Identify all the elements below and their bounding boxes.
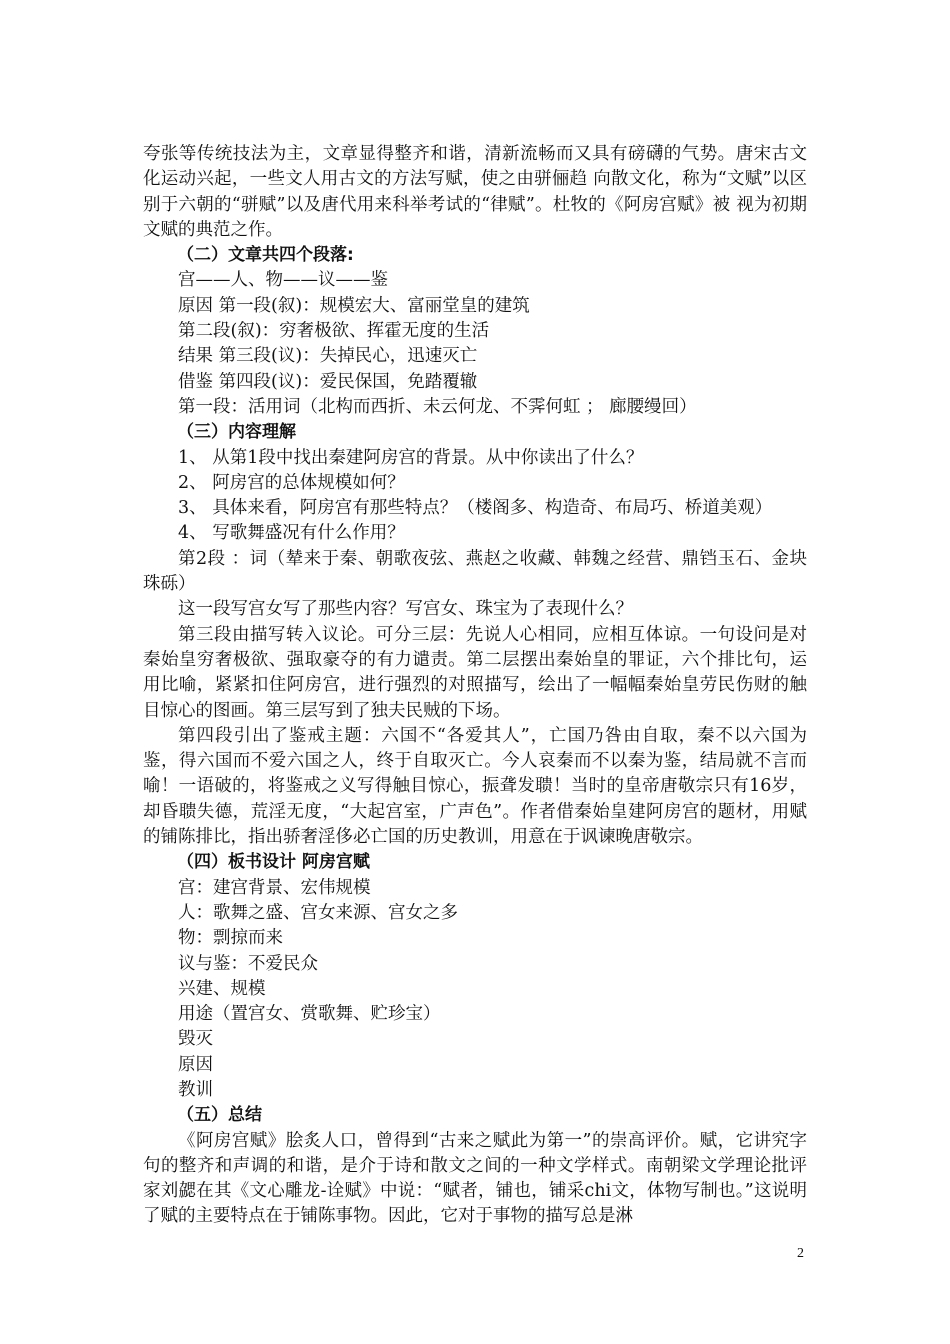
board-line: 用途（置宫女、赏歌舞、贮珍宝）: [178, 1004, 441, 1025]
board-line: 毁灭: [178, 1029, 213, 1050]
structure-line: 原因 第一段(叙)：规模宏大、富丽堂皇的建筑: [178, 295, 530, 316]
board-line: 原因: [178, 1054, 213, 1075]
section-3-heading: （三）内容理解: [177, 422, 296, 443]
page-number: 2: [797, 1246, 804, 1261]
structure-line: 第一段：活用词（北构而西折、未云何龙、不霁何虹 ； 廊腰缦回）: [178, 396, 697, 417]
summary-paragraph: 《阿房宫赋》脍炙人口，曾得到“古来之赋此为第一”的崇高评价。赋，它讲究字句的整齐和声调的和谐，是介于诗和散文之间的一种文学样式。南朝梁文学理论批评家刘勰在其《文心雕龙-诠赋》中说：“赋者，铺也，铺采chi文，体物写制也。”这说明了赋的主要特点在于铺陈事物。因此，它对于事物的描写总是淋: [143, 1130, 807, 1227]
section-5-heading: （五）总结: [177, 1105, 262, 1126]
paragraph-2-vocab: 第2段 ：词（辇来于秦、朝歌夜弦、燕赵之收藏、韩魏之经营、鼎铛玉石、金块珠砾）: [143, 548, 807, 595]
board-line: 人：歌舞之盛、宫女来源、宫女之多: [178, 902, 458, 923]
question-item: 3、 具体来看，阿房宫有那些特点？（楼阁多、构造奇、布局巧、桥道美观）: [178, 498, 773, 519]
board-line: 宫：建宫背景、宏伟规模: [178, 877, 371, 898]
question-item: 1、 从第1段中找出秦建阿房宫的背景。从中你读出了什么？: [178, 447, 644, 468]
page-content: [143, 142, 807, 1230]
structure-line: 宫——人、物——议——鉴: [178, 270, 388, 291]
paragraph-2-question: 这一段写宫女写了那些内容？写宫女、珠宝为了表现什么？: [178, 599, 633, 620]
board-line: 物：剽掠而来: [178, 928, 283, 949]
question-item: 2、 阿房宫的总体规模如何？: [178, 472, 405, 493]
section-4-heading: （四）板书设计 阿房宫赋: [177, 852, 370, 873]
structure-line: 第二段(叙)：穷奢极欲、挥霍无度的生活: [178, 321, 490, 342]
intro-paragraph: 夸张等传统技法为主，文章显得整齐和谐，清新流畅而又具有磅礴的气势。唐宋古文化运动兴起，一些文人用古文的方法写赋，使之由骈俪趋 向散文化，称为“文赋”以区别于六朝的“骈赋”以及唐代用来科举考试的“律赋”。杜牧的《阿房宫赋》被 视为初期文赋的典范之作。: [143, 144, 807, 240]
board-line: 议与鉴：不爱民众: [178, 953, 318, 974]
section-2-heading: （二）文章共四个段落:: [177, 245, 354, 266]
paragraph-3-analysis: 第三段由描写转入议论。可分三层：先说人心相同，应相互体谅。一句设问是对秦始皇穷奢极欲、强取豪夺的有力谴责。第二层摆出秦始皇的罪证，六个排比句，运用比喻，紧紧扣住阿房宫，进行强烈的对照描写，绘出了一幅幅秦始皇劳民伤财的触目惊心的图画。第三层写到了独夫民贼的下场。: [143, 624, 807, 721]
structure-line: 借鉴 第四段(议)：爱民保国，免踏覆辙: [178, 371, 478, 392]
board-line: 教训: [178, 1079, 213, 1100]
board-line: 兴建、规模: [178, 978, 266, 999]
paragraph-4-analysis: 第四段引出了鉴戒主题：六国不“各爱其人”，亡国乃咎由自取，秦不以六国为鉴，得六国而不爱六国之人，终于自取灭亡。今人哀秦而不以秦为鉴，结局就不言而喻！一语破的，将鉴戒之义写得触目惊心，振聋发聩！当时的皇帝唐敬宗只有16岁，却昏聩失德，荒淫无度，“大起宫室，广声色”。作者借秦始皇建阿房宫的题材，用赋的铺陈排比，指出骄奢淫侈必亡国的历史教训，用意在于讽谏晚唐敬宗。: [143, 725, 807, 848]
structure-line: 结果 第三段(议)：失掉民心，迅速灭亡: [178, 346, 478, 367]
question-item: 4、 写歌舞盛况有什么作用？: [178, 523, 405, 544]
